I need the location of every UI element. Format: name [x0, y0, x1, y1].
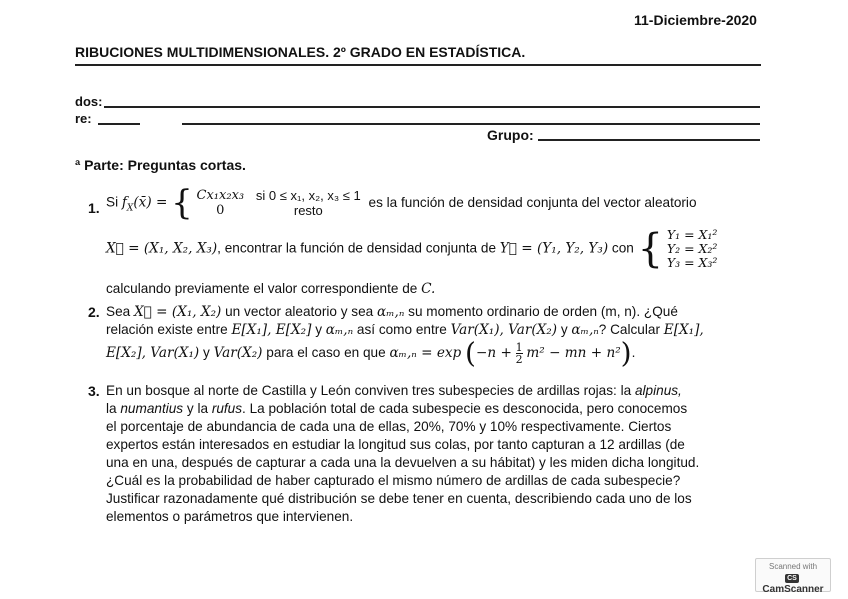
q3-sp2: numantius — [120, 401, 184, 416]
q3-line6: ¿Cuál es la probabilidad de haber capturado el mismo número de ardillas de cada subespecie? — [106, 473, 681, 488]
q2-line1b: un vector aleatorio y sea — [225, 304, 374, 319]
q1-con: con — [611, 240, 634, 256]
q2-formula-lhs: αₘ,ₙ = exp — [389, 345, 462, 362]
q2-line3 — [106, 336, 796, 370]
q3-line1 — [106, 382, 682, 400]
q2-y2: y — [560, 322, 568, 337]
q2-frac-num: 1 — [515, 341, 523, 354]
q2-paren-close: ) — [620, 336, 632, 370]
grupo-line — [538, 139, 760, 141]
q1-text1: es la función de densidad conjunta del vector aleatorio — [368, 194, 697, 210]
q3-line4: expertos están interesados en estudiar la longitud sus colas, por tanto capturan a 12 ardillas (de — [106, 437, 685, 452]
q1-ysystem — [667, 228, 718, 270]
section-title: ª Parte: Preguntas cortas. — [75, 157, 246, 173]
apellidos-label: dos: — [75, 94, 103, 109]
q2-line3a: E[X₂], Var(X₁) — [106, 345, 200, 362]
q2-var: Var(X₁), Var(X₂) — [450, 322, 558, 338]
q1-brace: { — [171, 183, 193, 223]
q1-cond-top: si 0 ≤ x₁, x₂, x₃ ≤ 1 — [255, 188, 361, 203]
nombre-label: re: — [75, 111, 92, 126]
exam-date: 11-Diciembre-2020 — [634, 12, 757, 28]
stamp-brand-text: CamScanner — [762, 584, 824, 595]
q1-f-sub: X — [126, 203, 134, 214]
q1-vecY: Y⃗ = (Y₁, Y₂, Y₃) — [499, 240, 609, 257]
q2-line2a: relación existe entre — [106, 322, 228, 337]
q1-line3 — [106, 280, 435, 298]
q3-number: 3. — [88, 383, 100, 399]
q2-formula-a: −n + — [475, 345, 512, 362]
q2-line3b: Var(X₂) — [213, 345, 263, 362]
q2-e1: E[X₁], E[X₂] — [231, 322, 312, 338]
q1-cond-bottom: resto — [293, 203, 323, 218]
q1-line1 — [106, 183, 786, 223]
q2-line2c: ? Calcular — [598, 322, 660, 337]
q2-vecX: X⃗ = (X₁, X₂) — [133, 304, 222, 320]
stamp-small-text: Scanned with — [768, 562, 818, 571]
q3-sp1: alpinus, — [634, 383, 682, 398]
q2-alpha3: αₘ,ₙ — [571, 322, 599, 338]
q1-case-top: Cx₁x₂x₃ — [196, 188, 245, 203]
q2-line3y: y — [203, 345, 210, 361]
q1-y2: Y₂ = X₂² — [666, 241, 718, 256]
grupo-label: Grupo: — [487, 127, 534, 143]
q1-f-arg: (x̄) = — [133, 194, 168, 211]
q2-line3c: para el caso en que — [266, 345, 386, 361]
exam-title: RIBUCIONES MULTIDIMENSIONALES. 2º GRADO EN ESTADÍSTICA. — [75, 44, 526, 60]
q1-case-bottom: 0 — [216, 203, 225, 218]
q2-frac-den: 2 — [515, 353, 523, 366]
q1-number: 1. — [88, 200, 100, 216]
q2-fraction — [516, 342, 523, 365]
q2-dot: . — [631, 345, 636, 361]
q2-line2b: así como entre — [356, 322, 447, 337]
stamp-brand — [756, 573, 830, 595]
q1-si: Si — [106, 194, 119, 210]
q2-alpha: αₘ,ₙ — [377, 304, 405, 320]
q3-line5: una en una, después de capturar a cada una la devuelven a su hábitat) y les miden dicha longitud. — [106, 455, 700, 470]
q3-line3: el porcentaje de abundancia de cada una de ellas, 20%, 70% y 10% respectivamente. Ciertos — [106, 419, 672, 434]
q1-vecX: X⃗ = (X₁, X₂, X₃) — [106, 240, 218, 257]
q2-line1 — [106, 303, 796, 321]
apellidos-line — [104, 106, 760, 108]
q1-f: f — [121, 194, 127, 211]
q3-l2c: . La población total de cada subespecie es desconocida, pero conocemos — [242, 401, 688, 416]
q1-y3: Y₃ = X₃² — [666, 255, 718, 270]
q1-cases — [197, 188, 245, 218]
q1-text2: , encontrar la función de densidad conjunta de — [217, 240, 497, 256]
camscanner-stamp — [755, 558, 831, 595]
q2-formula-b: m² − mn + n² — [526, 345, 621, 362]
q2-y: y — [315, 322, 322, 337]
q3-l2b: y la — [186, 401, 209, 416]
q1-y1: Y₁ = X₁² — [666, 227, 718, 242]
q1-line2 — [106, 228, 786, 270]
q2-ex1: E[X₁], — [663, 322, 704, 338]
q1-conds — [256, 188, 361, 218]
q3-sp3: rufus — [211, 401, 243, 416]
q3-line7: Justificar razonadamente qué distribución se debe tener en cuenta, describiendo cada uno de los — [106, 491, 692, 506]
q2-sea: Sea — [106, 304, 131, 319]
q3-l2a: la — [106, 401, 117, 416]
q3-line2 — [106, 400, 687, 418]
nombre-line — [182, 123, 760, 125]
nombre-line-short — [98, 123, 140, 125]
q1-brace-y: { — [637, 226, 664, 272]
title-underline — [75, 64, 761, 66]
q2-line2 — [106, 321, 796, 339]
q2-line1c: su momento ordinario de orden (m, n). ¿Qué — [408, 304, 678, 319]
q1-C: C. — [421, 281, 436, 297]
q2-number: 2. — [88, 304, 100, 320]
q3-line8: elementos o parámetros que intervienen. — [106, 509, 354, 524]
q2-alpha2: αₘ,ₙ — [325, 322, 354, 338]
q1-text3: calculando previamente el valor correspondiente de — [106, 281, 418, 296]
q3-l1: En un bosque al norte de Castilla y León conviven tres subespecies de ardillas rojas: la — [106, 383, 632, 398]
q2-paren-open: ( — [465, 336, 476, 370]
camscanner-logo-icon: CS — [787, 574, 797, 582]
